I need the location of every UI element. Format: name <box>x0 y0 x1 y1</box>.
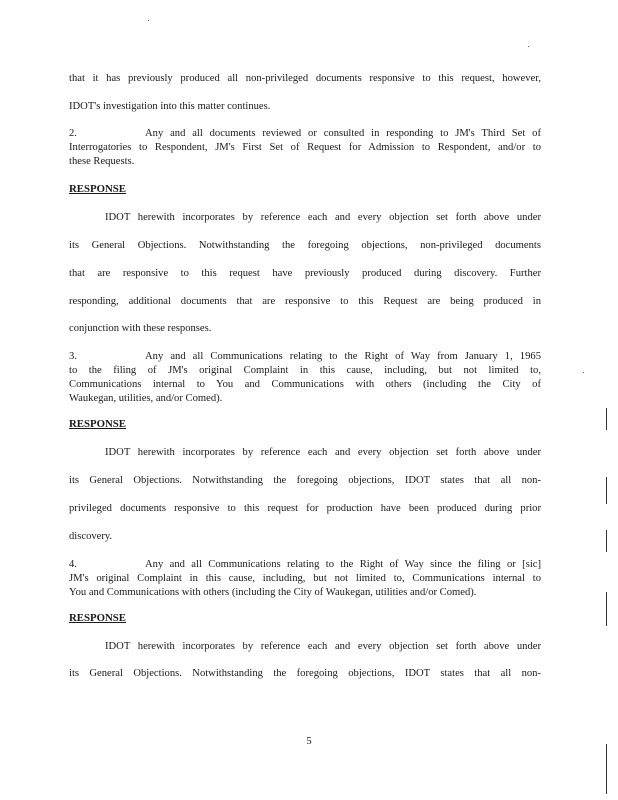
body-line: that it has previously produced all non-privileged documents responsive to this request, however, <box>69 73 541 84</box>
response-line: that are responsive to this request have previously produced during discovery. Further <box>69 268 541 279</box>
request-line: these Requests. <box>69 156 135 167</box>
margin-bar <box>606 477 607 504</box>
request-2-first-line <box>69 127 541 140</box>
request-line: Waukegan, utilities, and/or Comed). <box>69 393 223 404</box>
request-text: Any and all documents reviewed or consulted in responding to JM's Third Set of <box>145 128 541 139</box>
response-line: privileged documents responsive to this request for production have been produced during prior <box>69 503 541 514</box>
request-number: 4. <box>69 559 77 570</box>
request-line: to the filing of JM's original Complaint in this cause, including, but not limited to, <box>69 365 541 376</box>
response-line: responding, additional documents that are responsive to this Request are being produced in <box>69 296 541 307</box>
scan-speck <box>528 46 529 47</box>
response-line: IDOT herewith incorporates by reference each and every objection set forth above under <box>105 212 541 223</box>
page-number: 5 <box>306 736 312 747</box>
scan-speck <box>148 20 149 21</box>
response-line: its General Objections. Notwithstanding the foregoing objections, IDOT states that all non- <box>69 668 541 679</box>
body-line: IDOT's investigation into this matter continues. <box>69 101 271 112</box>
request-line: You and Communications with others (including the City of Waukegan, utilities and/or Comed). <box>69 587 477 598</box>
request-number: 2. <box>69 128 77 139</box>
response-line: conjunction with these responses. <box>69 323 212 334</box>
request-line: Communications internal to You and Communications with others (including the City of <box>69 379 541 390</box>
margin-bar <box>606 592 607 626</box>
margin-bar <box>606 408 607 430</box>
response-line: its General Objections. Notwithstanding the foregoing objections, IDOT states that all non- <box>69 475 541 486</box>
request-line: Interrogatories to Respondent, JM's First Set of Request for Admission to Respondent, and/or to <box>69 142 541 153</box>
request-number: 3. <box>69 351 77 362</box>
response-line: its General Objections. Notwithstanding the foregoing objections, non-privileged documents <box>69 240 541 251</box>
response-line: IDOT herewith incorporates by reference each and every objection set forth above under <box>105 447 541 458</box>
request-line: JM's original Complaint in this cause, including, but not limited to, Communications internal to <box>69 573 541 584</box>
margin-bar <box>606 530 607 552</box>
margin-bar <box>606 744 607 794</box>
response-heading: RESPONSE <box>69 418 126 430</box>
response-line: IDOT herewith incorporates by reference each and every objection set forth above under <box>105 641 541 652</box>
scan-speck <box>583 372 584 373</box>
response-line: discovery. <box>69 531 113 542</box>
request-3-first-line <box>69 350 541 363</box>
request-4-first-line <box>69 558 541 571</box>
response-heading: RESPONSE <box>69 183 126 195</box>
response-heading: RESPONSE <box>69 612 126 624</box>
request-text: Any and all Communications relating to the Right of Way from January 1, 1965 <box>145 351 541 362</box>
request-text: Any and all Communications relating to the Right of Way since the filing or [sic] <box>145 559 541 570</box>
